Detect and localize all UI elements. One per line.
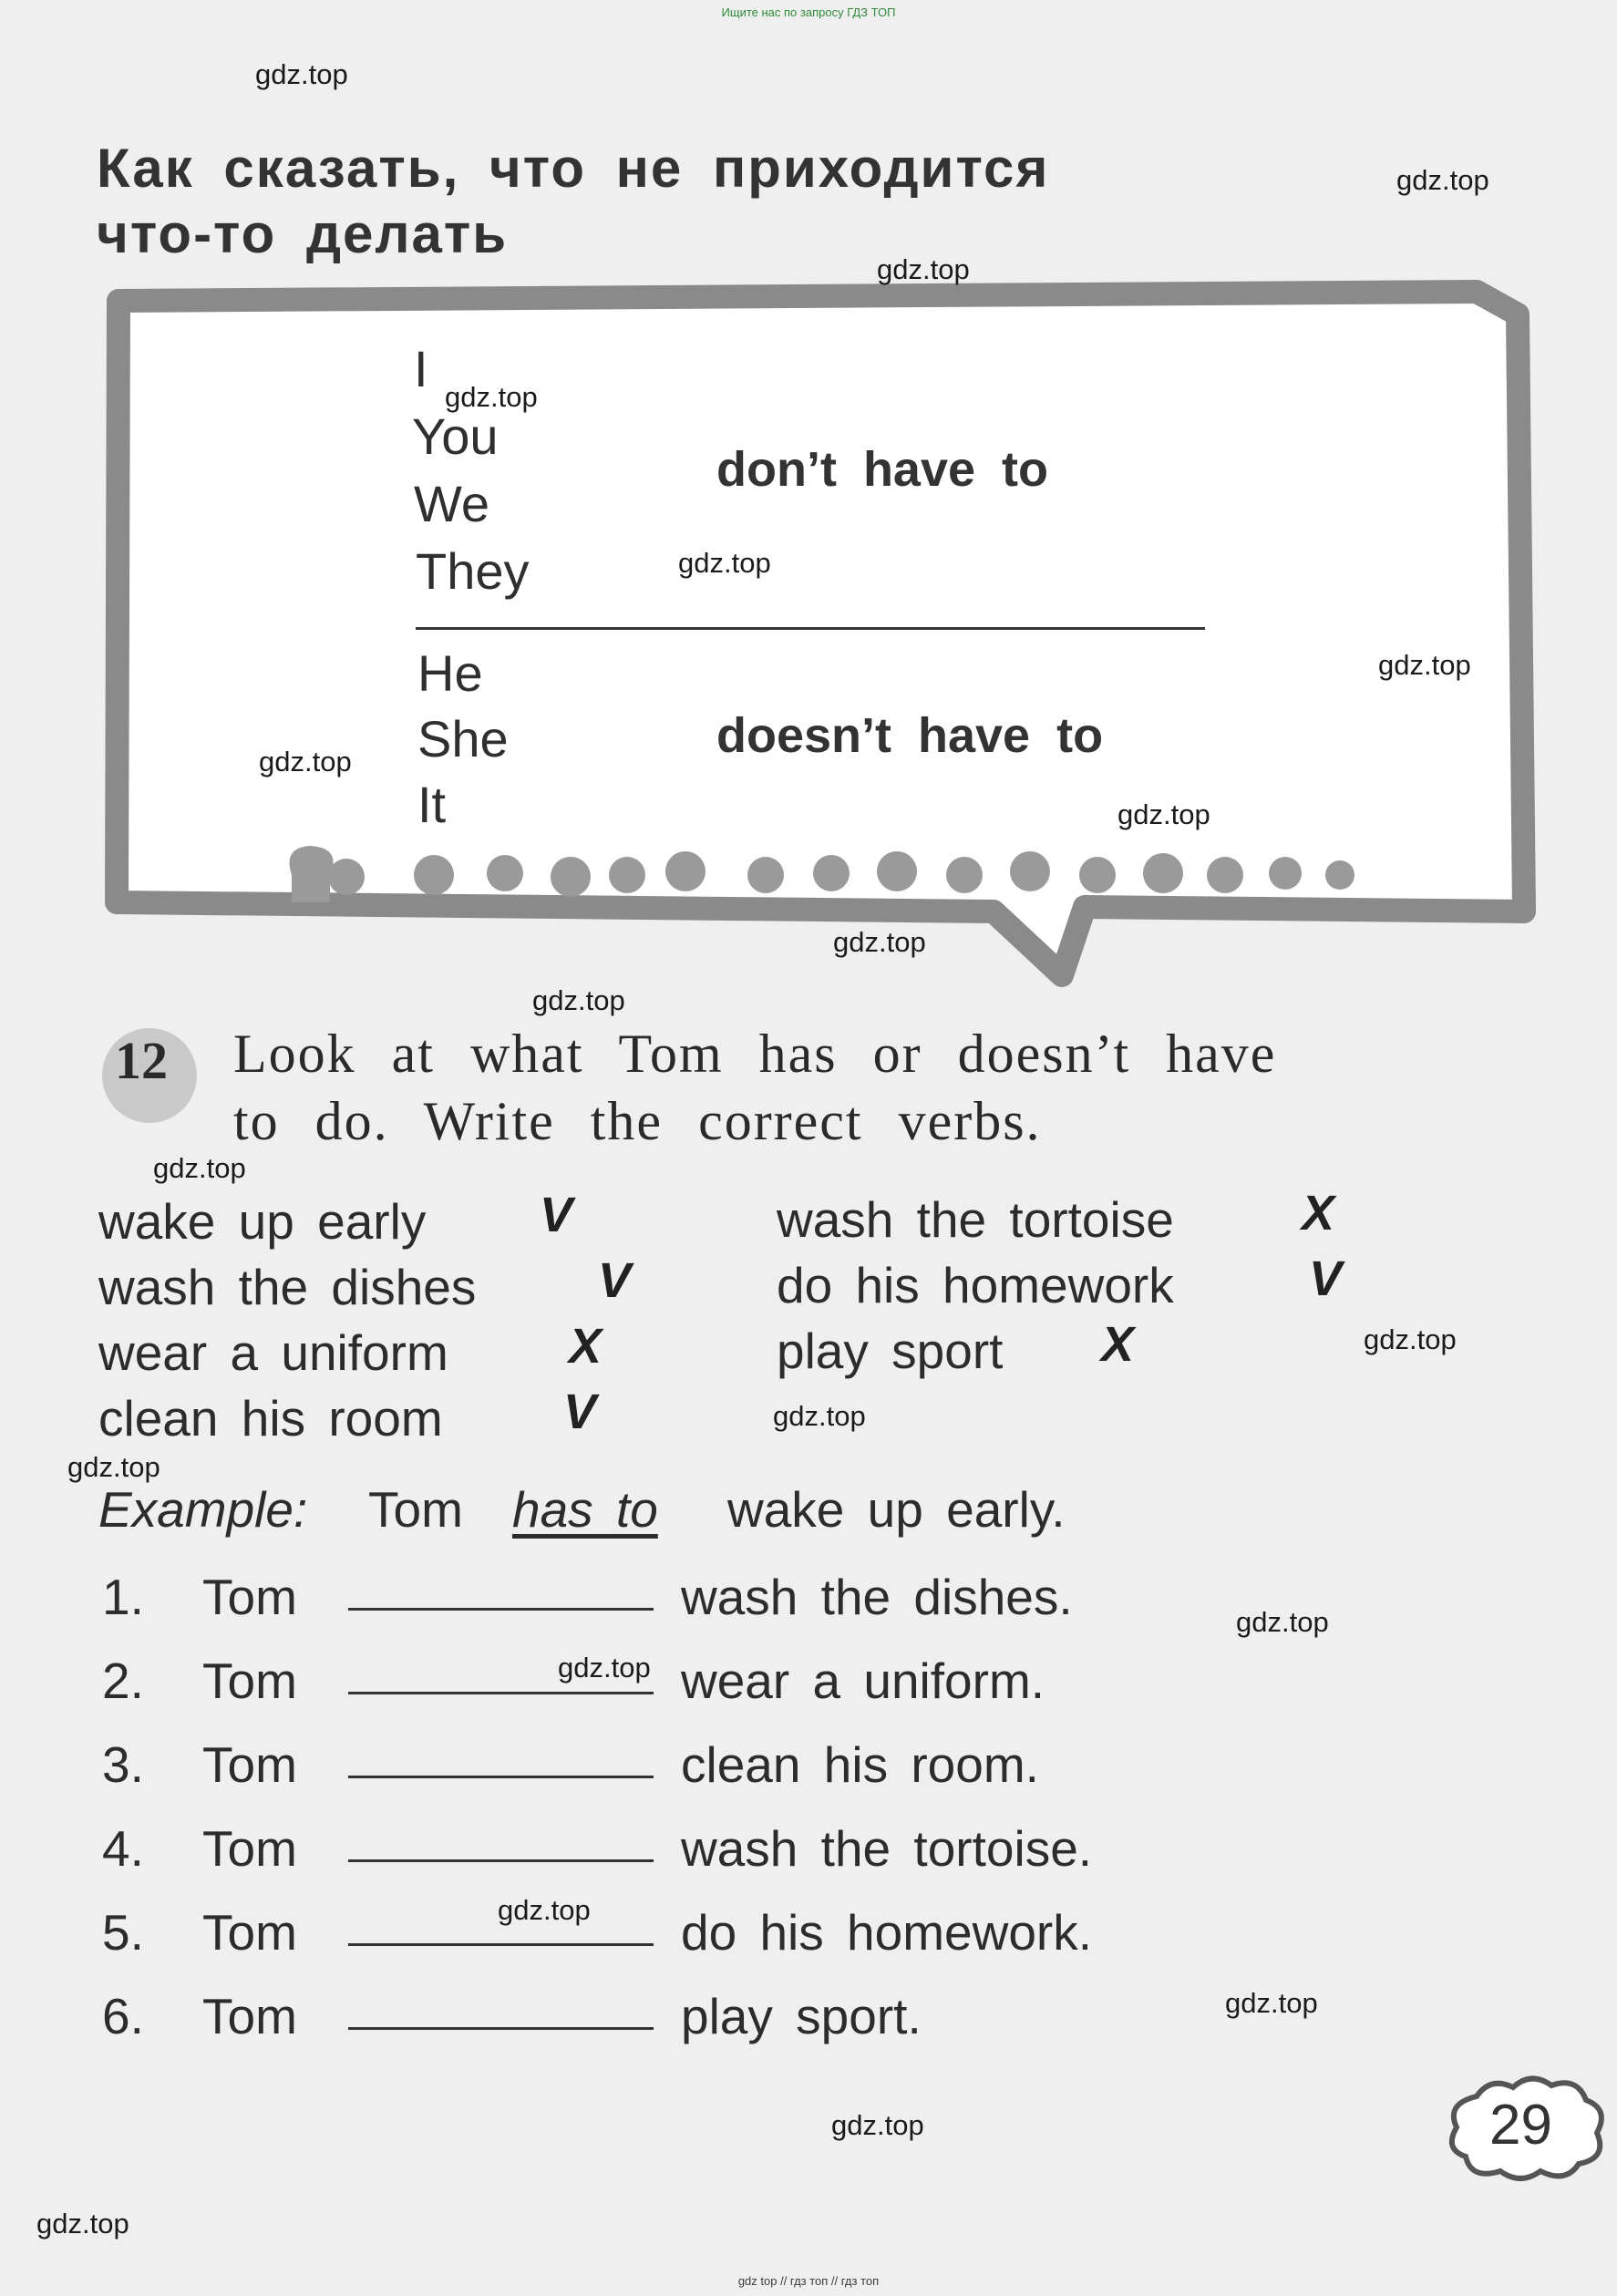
rule-doesnt-have-to: doesn’t have to [716,708,1104,763]
sentence-5: 5. Tom do his homework. [102,1904,1093,1961]
watermark: gdz.top [445,381,538,413]
task-wake-up-early: wake up early [98,1193,427,1250]
rule-dont-have-to: don’t have to [716,442,1048,497]
watermark: gdz.top [558,1652,651,1683]
watermark: gdz.top [678,547,771,579]
watermark: gdz.top [773,1400,866,1432]
answer-blank[interactable] [348,1943,654,1946]
grammar-title-line1: Как сказать, что не приходится [97,138,1050,199]
grammar-title-line2: что-то делать [97,203,509,264]
task-wash-tortoise: wash the tortoise [777,1191,1174,1248]
cross-mark: X [1302,1186,1335,1241]
sentence-4: 4. Tom wash the tortoise. [102,1820,1093,1877]
pronoun-she: She [417,710,509,767]
group-divider [416,627,1205,630]
watermark: gdz.top [153,1152,246,1184]
sentence-2: 2. Tom wear a uniform. [102,1653,1045,1709]
task-wear-uniform: wear a uniform [98,1324,448,1381]
example-label: Example: [98,1481,308,1538]
tick-mark: V [540,1188,573,1242]
top-search-note: Ищите нас по запросу ГДЗ ТОП [721,5,896,19]
pronoun-it: It [417,776,447,833]
pronoun-i: I [414,340,428,397]
task-clean-room: clean his room [98,1390,443,1447]
watermark: gdz.top [1364,1323,1457,1355]
watermark: gdz.top [259,746,352,777]
task-do-homework: do his homework [777,1257,1174,1313]
exercise-instruction-line2: to do. Write the correct verbs. [233,1091,1042,1151]
pronoun-we: We [414,475,489,532]
task-play-sport: play sport [777,1323,1004,1379]
example-rest: wake up early. [727,1481,1066,1538]
exercise-instruction-line1: Look at what Tom has or doesn’t have [233,1024,1277,1084]
watermark: gdz.top [1225,1987,1318,2019]
watermark: gdz.top [67,1451,160,1483]
tick-mark: V [1309,1251,1343,1306]
page-number: 29 [1489,2094,1552,2157]
answer-blank[interactable] [348,1859,654,1862]
pronoun-you: You [412,407,499,465]
grammar-box [91,273,1550,1003]
watermark: gdz.top [877,253,970,285]
watermark: gdz.top [1117,798,1210,830]
tick-mark: V [563,1385,597,1439]
watermark: gdz.top [833,926,926,958]
task-wash-dishes: wash the dishes [98,1259,477,1315]
watermark: gdz.top [498,1894,591,1926]
answer-blank[interactable] [348,1692,654,1694]
pronoun-he: He [417,644,483,702]
example-subject: Tom [368,1481,463,1538]
watermark: gdz.top [36,2208,129,2239]
watermark: gdz.top [1378,649,1471,681]
answer-blank[interactable] [348,1776,654,1778]
watermark: gdz.top [1396,164,1489,196]
cross-mark: X [1101,1317,1135,1372]
answer-blank[interactable] [348,1608,654,1611]
tick-mark: V [598,1253,632,1308]
sentence-1: 1. Tom wash the dishes. [102,1569,1073,1625]
answer-blank[interactable] [348,2027,654,2030]
watermark: gdz.top [831,2109,924,2141]
watermark: gdz.top [255,58,348,90]
sentence-3: 3. Tom clean his room. [102,1736,1039,1793]
exercise-number: 12 [115,1031,168,1090]
example-answer: has to [512,1481,658,1538]
bottom-note: gdz top // гдз топ // гдз топ [737,2274,880,2288]
sentence-6: 6. Tom play sport. [102,1988,922,2044]
pronoun-they: They [416,542,530,600]
watermark: gdz.top [532,984,625,1016]
watermark: gdz.top [1236,1606,1329,1638]
cross-mark: X [569,1319,603,1374]
